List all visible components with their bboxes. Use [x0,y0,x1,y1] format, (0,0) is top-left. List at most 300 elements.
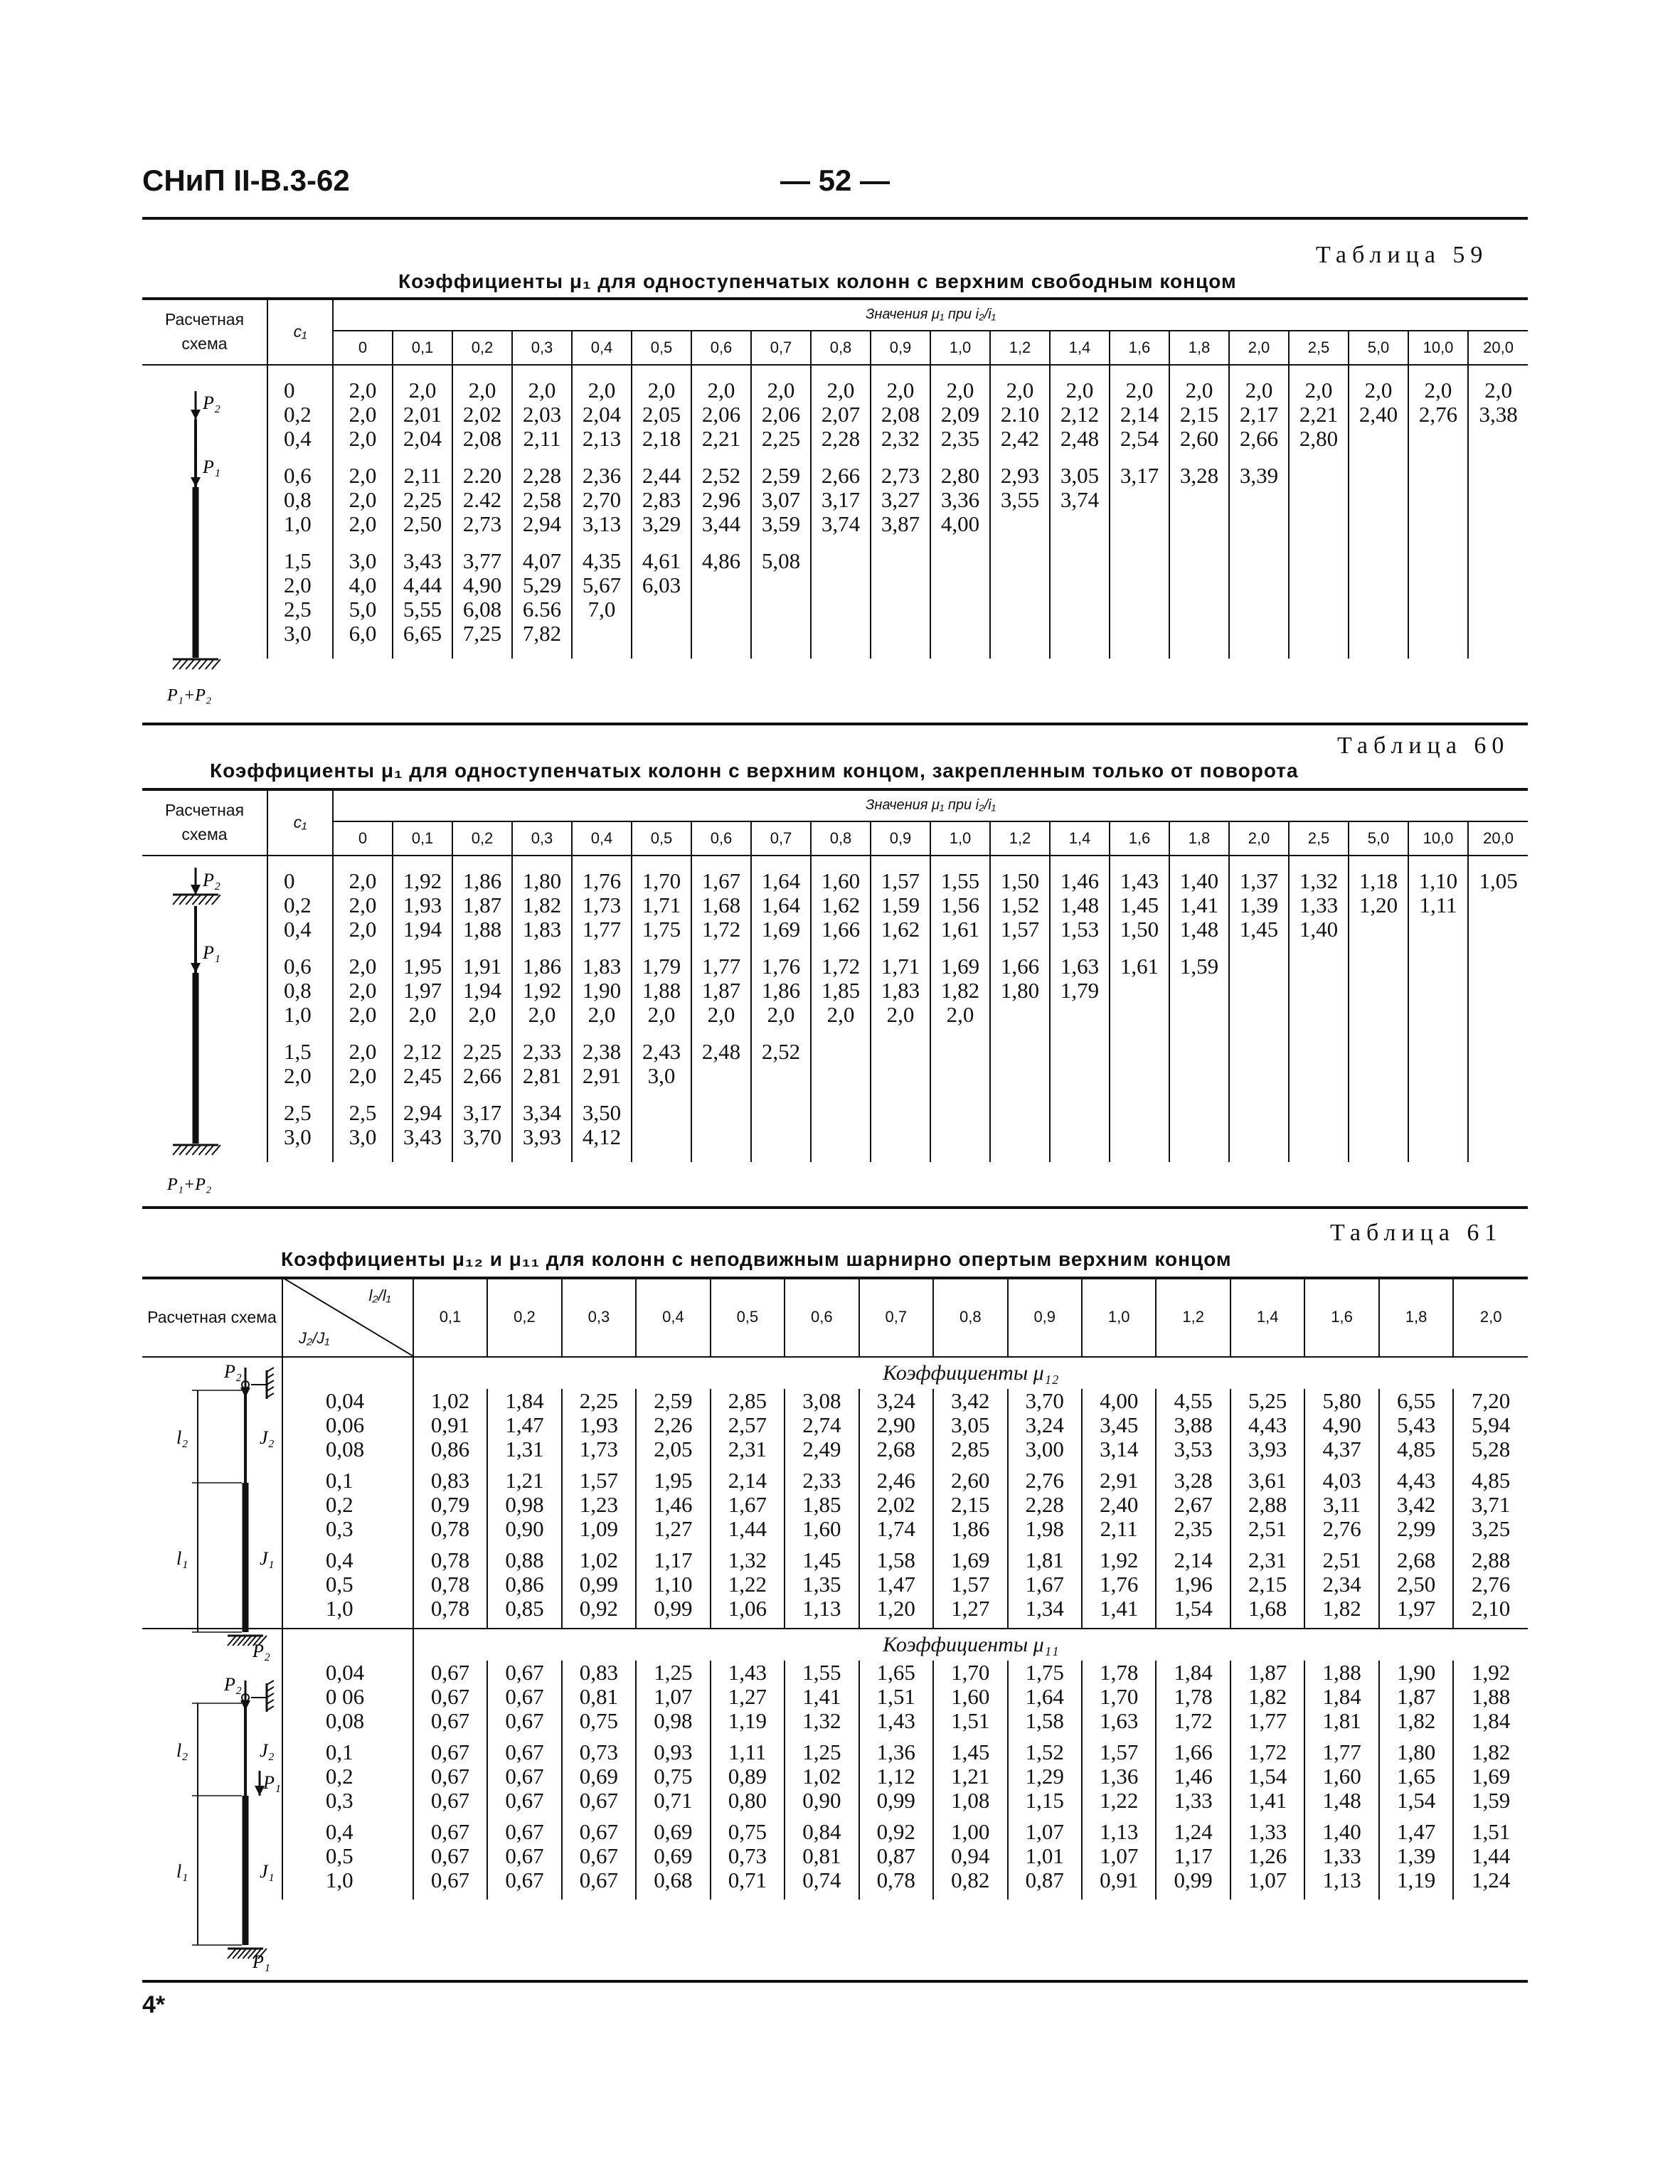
mu-value [1289,488,1349,512]
mu-value: 1,47 [859,1572,933,1597]
spacer [1408,451,1468,464]
mu-value: 1,13 [1304,1868,1378,1892]
c1-value: 2,0 [267,573,333,597]
spacer [1349,942,1408,954]
c1-value: 2,5 [267,1101,333,1125]
l2-label: l₂ [176,1427,188,1448]
spacer [990,646,1050,659]
column-header: 0,2 [487,1278,561,1357]
mu-value [1110,597,1169,622]
mu-value: 2,0 [1110,378,1169,403]
mu-value: 1,60 [1304,1764,1378,1789]
table-row [142,464,1528,488]
mu-value: 1,76 [572,869,632,893]
mu-value: 3,55 [990,488,1050,512]
mu-value [1468,1064,1528,1088]
stiffness-ratio: 0,2 [282,1493,413,1517]
mu-value: 1,34 [1008,1597,1082,1621]
mu-value: 1,88 [632,979,691,1003]
mu-value: 0,89 [711,1764,785,1789]
spacer [512,536,572,549]
mu-value: 2,06 [691,403,751,427]
table-row [142,1685,1528,1709]
spacer [691,646,751,659]
mu-value: 3,24 [1008,1413,1082,1437]
spacer [572,536,632,549]
mu-value [1050,622,1110,646]
spacer [632,1027,691,1040]
mu-value: 1,43 [711,1661,785,1685]
column-header: 1,6 [1110,331,1169,365]
column-header: 0,8 [811,331,871,365]
spacer [267,942,333,954]
spacer [871,942,930,954]
mu-value: 2,0 [333,954,393,979]
spacer [1008,1621,1082,1629]
spacer [267,856,333,869]
mu-value: 1,43 [859,1709,933,1733]
mu-value: 1,47 [487,1413,561,1437]
mu-value [751,622,811,646]
wall-hatch [267,1680,274,1685]
mu-value: 0,71 [636,1789,710,1813]
mu-value: 2,48 [1050,427,1110,451]
mu-value: 0,86 [413,1437,487,1461]
mu-value [1169,1125,1229,1149]
mu-value: 4,61 [632,549,691,573]
spacer [632,646,691,659]
mu-value: 3,08 [785,1389,858,1413]
mu-value [1408,549,1468,573]
mu-value [1408,427,1468,451]
stiffness-ratio: 0,4 [282,1820,413,1844]
mu-value: 1,80 [512,869,572,893]
spacer [1468,1027,1528,1040]
mu-value: 2,73 [452,512,512,536]
mu-value: 1,61 [1110,954,1169,979]
mu-value: 1,54 [1230,1764,1304,1789]
mu-value: 4,43 [1230,1413,1304,1437]
mu-value: 2,0 [333,378,393,403]
mu-value [1468,954,1528,979]
mu-value: 1,09 [562,1517,636,1541]
spacer [1050,451,1110,464]
spacer [1289,1027,1349,1040]
mu-value [1050,1125,1110,1149]
spacer [267,1088,333,1101]
spacer [933,1621,1007,1629]
mu-value [1289,979,1349,1003]
spacer [1229,536,1289,549]
wall-hatch [267,1368,274,1372]
spacer [572,451,632,464]
c1-value: 3,0 [267,622,333,646]
mu-value: 7,82 [512,622,572,646]
mu-value: 0,78 [413,1517,487,1541]
mu-value [1050,597,1110,622]
mu-value [632,1125,691,1149]
j1-label: J₁ [260,1861,275,1882]
mu-value: 3,43 [393,549,452,573]
mu-value: 1,86 [751,979,811,1003]
mu-value: 3,14 [1082,1437,1156,1461]
mu-value: 2,31 [1230,1548,1304,1572]
mu-value [691,622,751,646]
mu-value [1408,573,1468,597]
mu-value: 1,75 [632,917,691,942]
spacer [1229,1088,1289,1101]
spacer [333,942,393,954]
mu-value: 0,67 [413,1844,487,1868]
table-row [142,1572,1528,1597]
mu-value: 1,48 [1169,917,1229,942]
mu-value: 1,80 [1379,1740,1453,1764]
stiffness-ratio: 0,08 [282,1709,413,1733]
spacer [282,1621,413,1629]
mu-value: 2,68 [859,1437,933,1461]
c1-value: 3,0 [267,1125,333,1149]
mu-value: 4,85 [1379,1437,1453,1461]
mu-value: 3,13 [572,512,632,536]
mu-value [871,549,930,573]
mu-value: 3,87 [871,512,930,536]
mu-value: 2,25 [751,427,811,451]
mu-value [1468,979,1528,1003]
spacer [572,942,632,954]
mu-value: 1,60 [785,1517,858,1541]
mu-value: 0,98 [487,1493,561,1517]
mu-value: 2,0 [1468,378,1528,403]
mu-value: 1,40 [1304,1820,1378,1844]
mu-value: 2,67 [1156,1493,1230,1517]
mu-value: 1,95 [393,954,452,979]
mu-value: 1,45 [1110,893,1169,917]
mu-value: 1,70 [1082,1685,1156,1709]
mu-value [751,573,811,597]
mu-value: 5,08 [751,549,811,573]
mu-value: 1,21 [487,1469,561,1493]
table61 [142,1278,1528,1900]
mu-value: 1,68 [691,893,751,917]
spacer [1082,1892,1156,1900]
spacer [811,1149,871,1162]
mu-value: 0,98 [636,1709,710,1733]
mu-value: 2.10 [990,403,1050,427]
spacer [990,536,1050,549]
mu-value: 1,11 [711,1740,785,1764]
mu-value: 2,28 [811,427,871,451]
mu-value: 2,85 [933,1437,1007,1461]
mu-value [1468,488,1528,512]
table61-mu12-scheme-diagram [171,1362,299,1668]
c1-value: 0,8 [267,979,333,1003]
mu-value: 1,66 [811,917,871,942]
column-header: 2,5 [1289,331,1349,365]
table-row [142,403,1528,427]
mu-value: 2,85 [711,1389,785,1413]
spacer [871,1027,930,1040]
mu-value: 1,51 [1453,1820,1528,1844]
mu-value [1468,893,1528,917]
mu-value: 0,67 [562,1789,636,1813]
mu-value [1229,1040,1289,1064]
mu-value: 2,28 [1008,1493,1082,1517]
mu-value: 2,76 [1304,1517,1378,1541]
mu-value [1408,1064,1468,1088]
mu-value: 6,55 [1379,1389,1453,1413]
mu-value [1110,549,1169,573]
spacer [711,1621,785,1629]
mu-value: 0,67 [487,1868,561,1892]
spacer [1110,536,1169,549]
spacer [267,365,333,378]
column-header: 1,0 [930,821,990,856]
mu-value: 1,67 [691,869,751,893]
mu-value: 2,93 [990,464,1050,488]
mu-value [1169,512,1229,536]
spacer [930,1149,990,1162]
mu-value [691,1125,751,1149]
spacer [1468,536,1528,549]
mu-value: 3,36 [930,488,990,512]
mu-value: 1,69 [933,1548,1007,1572]
spacer [1289,1088,1349,1101]
mu-value [1169,597,1229,622]
mu-value [1468,549,1528,573]
mu-value [1110,1125,1169,1149]
spacer [1379,1621,1453,1629]
spacer [1169,856,1229,869]
mu-value: 0,67 [487,1685,561,1709]
mu-value [871,597,930,622]
mu-value [1468,597,1528,622]
spacer [282,1892,413,1900]
table-row [142,1597,1528,1621]
column-header: 1,2 [990,331,1050,365]
mu-value: 2,02 [859,1493,933,1517]
mu-value: 2,33 [785,1469,858,1493]
mu-value: 2,25 [562,1389,636,1413]
mu-value: 2,43 [632,1040,691,1064]
spacer [333,451,393,464]
spacer [691,536,751,549]
spacer [871,856,930,869]
mu-value [1408,622,1468,646]
mu-value: 1,66 [990,954,1050,979]
column-header: 1,6 [1110,821,1169,856]
spacer [711,1892,785,1900]
spacer [393,1149,452,1162]
mu-value [1229,549,1289,573]
mu-value: 2,14 [711,1469,785,1493]
spacer [1289,1149,1349,1162]
mu-value: 0,74 [785,1868,858,1892]
mu-value [1169,573,1229,597]
mu-value [1229,488,1289,512]
mu-value: 2,21 [1289,403,1349,427]
mu-value: 4,85 [1453,1469,1528,1493]
mu-value [1110,622,1169,646]
mu-value: 2,0 [333,427,393,451]
spacer [751,451,811,464]
stiffness-ratio: 0,3 [282,1789,413,1813]
base-reaction-label: P₁ [252,1951,270,1972]
mu-value: 3,28 [1169,464,1229,488]
mu-value: 1,87 [1379,1685,1453,1709]
spacer [267,451,333,464]
mu-value: 3,38 [1468,403,1528,427]
spacer [751,1088,811,1101]
stiffness-ratio: 0,04 [282,1389,413,1413]
mu-value: 0,67 [562,1820,636,1844]
mu-value [1289,597,1349,622]
table-row [142,1413,1528,1437]
mu-value: 1,82 [930,979,990,1003]
section [142,1357,1528,1389]
mu-value: 2,0 [691,1003,751,1027]
mu-value: 1,86 [452,869,512,893]
spacer [393,1088,452,1101]
table-row [142,1125,1528,1149]
mu-value: 1,62 [811,893,871,917]
spacer [1050,1027,1110,1040]
mu-value: 7,0 [572,597,632,622]
mu-value: 0,83 [562,1661,636,1685]
spacer [1156,1621,1230,1629]
spacer [282,1629,413,1661]
table-row [142,573,1528,597]
table-row [142,869,1528,893]
table60 [142,789,1528,1162]
spacer [1229,1149,1289,1162]
mu-value: 1,58 [859,1548,933,1572]
mu-value: 2,70 [572,488,632,512]
spacer [632,942,691,954]
c1-value: 0 [267,869,333,893]
spacer [751,365,811,378]
mu-value [751,1125,811,1149]
values-header: Значения μ₁ при i₂/i₁ [333,299,1528,331]
mu-value [691,597,751,622]
mu-value: 3,43 [393,1125,452,1149]
mu-value: 2,0 [452,1003,512,1027]
mu-value: 1,51 [933,1709,1007,1733]
spacer [1110,1088,1169,1101]
mu-value [930,597,990,622]
mu-value: 1,08 [933,1789,1007,1813]
mu-value: 1,18 [1349,869,1408,893]
table-row [142,1437,1528,1461]
mu-value: 1,02 [413,1389,487,1413]
mu-value [1408,512,1468,536]
spacer [1408,1027,1468,1040]
mu-value: 1,82 [1304,1597,1378,1621]
mu-value [1229,1101,1289,1125]
mu-value: 1,07 [636,1685,710,1709]
mu-value: 1,17 [1156,1844,1230,1868]
table-row [142,1517,1528,1541]
load-p2-arrow-head [191,885,201,895]
mu-value [751,597,811,622]
mu-value [691,1064,751,1088]
mu-value [871,1040,930,1064]
spacer [1408,646,1468,659]
spacer [1468,942,1528,954]
mu-value: 0,79 [413,1493,487,1517]
mu-value: 3,42 [1379,1493,1453,1517]
mu-value: 2,83 [632,488,691,512]
mu-value [1050,1003,1110,1027]
mu-value [1229,954,1289,979]
mu-value: 5,25 [1230,1389,1304,1413]
mu-value: 2,42 [990,427,1050,451]
column-header: 1,0 [1082,1278,1156,1357]
c1-value: 2,0 [267,1064,333,1088]
mu-value: 2,0 [393,378,452,403]
mu-value: 0,92 [859,1820,933,1844]
mu-value: 0,67 [413,1820,487,1844]
mu-value [1289,1003,1349,1027]
spacer [1408,856,1468,869]
spacer [452,365,512,378]
mu-value: 1,98 [1008,1517,1082,1541]
spacer [1110,646,1169,659]
table59-scheme-diagram [153,388,245,715]
mu-value: 2,11 [512,427,572,451]
column-header: 0,8 [933,1278,1007,1357]
table-row [142,1844,1528,1868]
mu-value [811,1064,871,1088]
spacer [562,1892,636,1900]
mu-value [1349,427,1408,451]
mu-value [1169,1101,1229,1125]
mu-value: 2,80 [1289,427,1349,451]
mu-value: 2,59 [636,1389,710,1413]
mu-value [990,1003,1050,1027]
table-row [142,1661,1528,1685]
mu-value: 3,17 [1110,464,1169,488]
column-header: 20,0 [1468,331,1528,365]
spacer [930,365,990,378]
mu-value: 1,27 [636,1517,710,1541]
spacer [1110,365,1169,378]
mu-value [1229,573,1289,597]
mu-value: 2,0 [333,979,393,1003]
mu-value: 1,25 [636,1661,710,1685]
spacer [1229,856,1289,869]
mu-value: 4,35 [572,549,632,573]
spacer [452,536,512,549]
mu-value: 6,65 [393,622,452,646]
mu-value: 6.56 [512,597,572,622]
spacer [990,856,1050,869]
mu-value: 1,76 [751,954,811,979]
mu-value: 1,54 [1156,1597,1230,1621]
table-row [142,1740,1528,1764]
mu-value: 5,28 [1453,1437,1528,1461]
mu-value [1229,1064,1289,1088]
mu-value: 6,0 [333,622,393,646]
mu-value: 1,57 [990,917,1050,942]
table-row [142,1548,1528,1572]
mu-value [1289,622,1349,646]
mu-value: 4,86 [691,549,751,573]
spacer [413,1892,487,1900]
spacer [1050,1088,1110,1101]
mu-value: 2,21 [691,427,751,451]
mu-value: 2,08 [871,403,930,427]
mu-value: 1,50 [1110,917,1169,942]
